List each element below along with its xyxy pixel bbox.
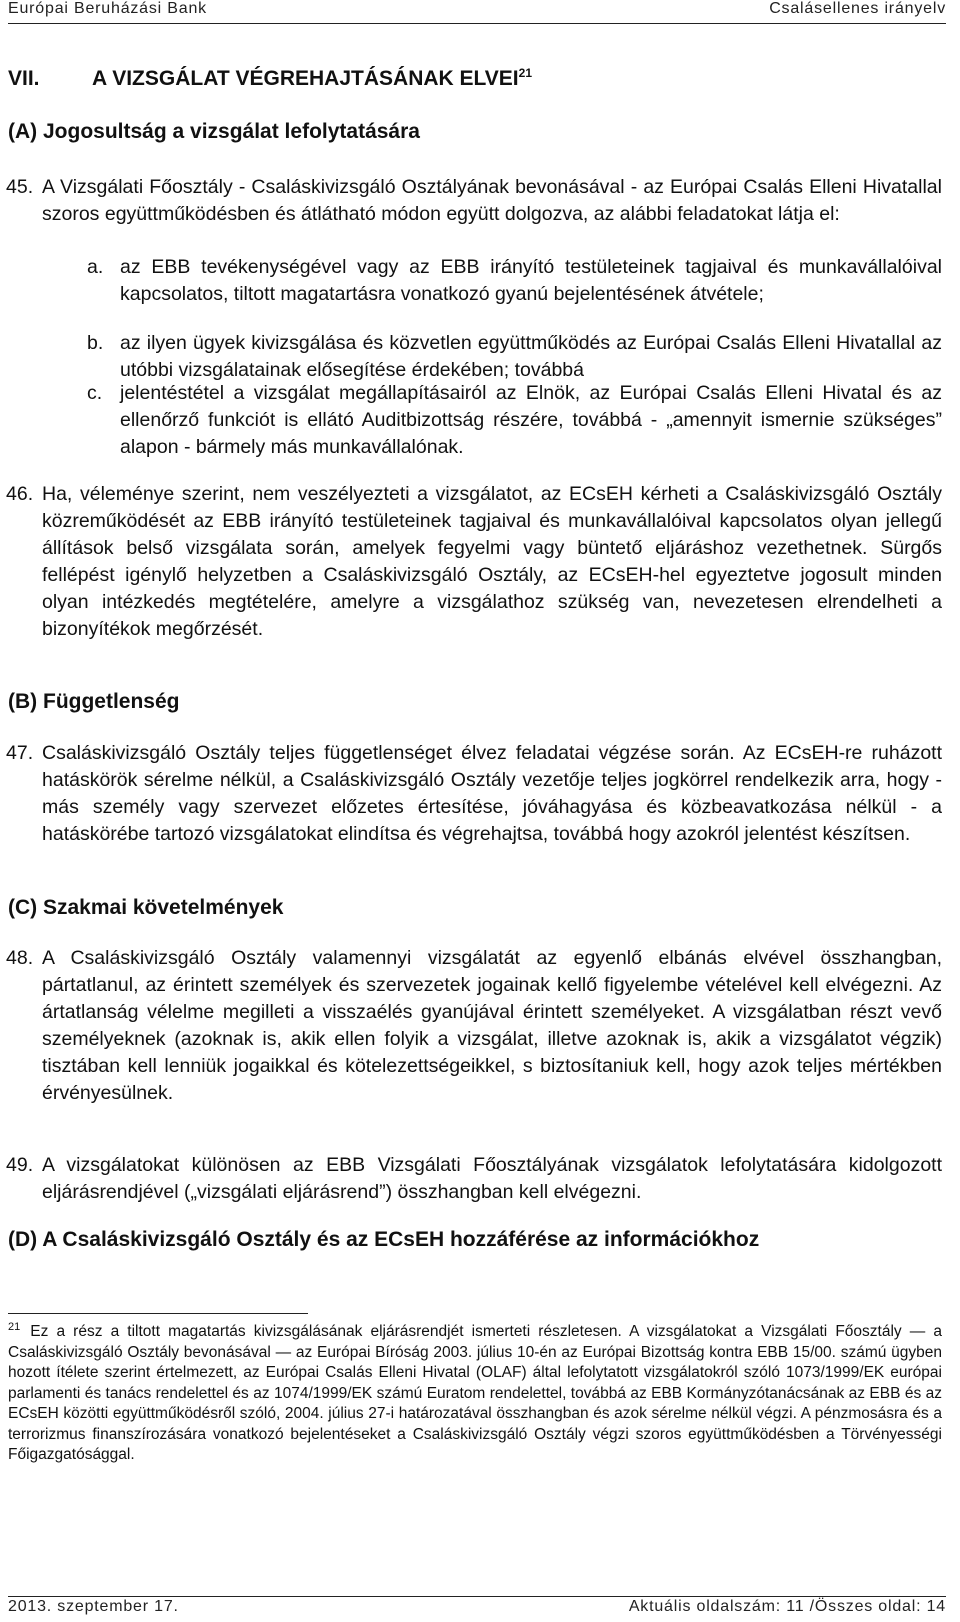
paragraph-46 <box>6 481 942 643</box>
footer-page-number: Aktuális oldalszám: 11 /Összes oldal: 14 <box>628 1598 946 1615</box>
header-left: Európai Beruházási Bank <box>8 0 207 17</box>
list-item-text: jelentéstétel a vizsgálat megállapításairól az Elnök, az Európai Csalás Elleni Hivatal és az ellenőrző funkciót is ellátó Auditbizottság részére, továbbá - „amennyit ismernie szükséges” alapon - bármely más munkavállalónak. <box>120 382 942 458</box>
paragraph-48 <box>6 945 942 1107</box>
footnote-rule <box>8 1313 308 1314</box>
list-item-label: b. <box>87 332 104 354</box>
list-item-c <box>87 380 942 461</box>
paragraph-47 <box>6 740 942 848</box>
section-heading-d: (D) A Csaláskivizsgáló Osztály és az ECsEH hozzáférése az információkhoz <box>8 1228 760 1251</box>
paragraph-text: A Csaláskivizsgáló Osztály valamennyi vizsgálatát az egyenlő elbánás elvével összhangban, pártatlanul, az érintett személyek és szervezetek jogainak kellő figyelembe vételével kell elvégezni. Az ártatlanság vélelme megilleti a visszaélés gyanújával érintett személyeket. A vizsgálatban részt vevő személyeknek (azoknak is, akik ellen folyik a vizsgálat, illetve azoknak is, akik a vizsgálatot végzik) tisztában kell lenniük jogaikkal és kötelezettségeikkel, s biztosítaniuk kell, hogy azok teljes mértékben érvényesülnek. <box>42 947 942 1104</box>
paragraph-number: 47. <box>6 742 34 764</box>
paragraph-number: 49. <box>6 1154 34 1176</box>
header-right: Csalásellenes irányelv <box>769 0 946 17</box>
paragraph-49 <box>6 1152 942 1206</box>
paragraph-text: A vizsgálatokat különösen az EBB Vizsgálati Főosztályának vizsgálatok lefolytatására kidolgozott eljárásrendjével („vizsgálati eljárásrend”) összhangban kell elvégezni. <box>42 1154 942 1203</box>
paragraph-45 <box>6 174 942 228</box>
list-item-b <box>87 330 942 384</box>
chapter-title: A VIZSGÁLAT VÉGREHAJTÁSÁNAK ELVEI <box>92 67 519 90</box>
footnote-text: Ez a rész a tiltott magatartás kivizsgálásának eljárásrendjét ismerteti részletesen. A vizsgálatokat a Vizsgálati Főosztály — a Csaláskivizsgáló Osztály bevonásával — az Európai Bíróság 2003. július 10-én az Európai Bizottság kontra EBB 15/00. számú ügyben hozott ítélete szerint értelmezett, az Európai Csalás Elleni Hivatal (OLAF) által lefolytatott vizsgálatokról szóló 1073/1999/EK európai parlamenti és tanács rendelettel és az 1074/1999/EK számú Euratom rendelettel, továbbá az EBB Kormányzótanácsának az EBB és az ECsEH közötti együttműködésről szóló, 2004. július 27-i határozatával összhangban és azok sérelme nélkül végzi. A pénzmosásra és a terrorizmus finanszírozására vonatkozó bejelentéseket a Csaláskivizsgáló Osztály végzi szoros együttműködésben a Törvényességi Főigazgatósággal. <box>8 1323 942 1464</box>
chapter-footnote-ref: 21 <box>518 66 533 80</box>
footnote <box>8 1317 942 1466</box>
section-heading-a: (A) Jogosultság a vizsgálat lefolytatására <box>8 120 420 143</box>
chapter-heading <box>8 66 532 91</box>
list-item-text: az EBB tevékenységével vagy az EBB irányító testületeinek tagjaival és munkavállalóival kapcsolatos, tiltott magatartásra vonatkozó gyanú bejelentésének átvétele; <box>120 256 942 305</box>
footer-rule <box>8 1596 946 1597</box>
list-item-a <box>87 254 942 308</box>
list-item-label: c. <box>87 382 103 404</box>
paragraph-number: 46. <box>6 483 34 505</box>
section-heading-b: (B) Függetlenség <box>8 690 180 713</box>
paragraph-number: 45. <box>6 176 34 198</box>
chapter-number: VII. <box>8 67 40 90</box>
footnote-mark: 21 <box>8 1321 21 1333</box>
list-item-label: a. <box>87 256 104 278</box>
header-rule <box>8 23 946 24</box>
section-heading-c: (C) Szakmai követelmények <box>8 896 284 919</box>
paragraph-text: A Vizsgálati Főosztály - Csaláskivizsgáló Osztályának bevonásával - az Európai Csalás Elleni Hivatallal szoros együttműködésben és átlátható módon együtt dolgozva, az alábbi feladatokat látja el: <box>42 176 942 225</box>
paragraph-number: 48. <box>6 947 34 969</box>
paragraph-text: Ha, véleménye szerint, nem veszélyezteti a vizsgálatot, az ECsEH kérheti a Csaláskivizsgáló Osztály közreműködését az EBB irányító testületeinek tagjaival és munkavállalóival kapcsolatos olyan jellegű állítások belső vizsgálata során, amelyek fegyelmi vagy büntető eljáráshoz vezethetnek. Sürgős fellépést igénylő helyzetben a Csaláskivizsgáló Osztály, az ECsEH-hel egyeztetve jogosult minden olyan intézkedés megtételére, amelyre a vizsgálathoz szükség van, nevezetesen elrendelheti a bizonyítékok megőrzését. <box>42 483 942 640</box>
list-item-text: az ilyen ügyek kivizsgálása és közvetlen együttműködés az Európai Csalás Elleni Hivatallal az utóbbi vizsgálatainak elősegítése érdekében; továbbá <box>120 332 942 381</box>
paragraph-text: Csaláskivizsgáló Osztály teljes függetlenséget élvez feladatai végzése során. Az ECsEH-re ruházott hatáskörök sérelme nélkül, a Csaláskivizsgáló Osztály vezetője teljes jogkörrel rendelkezik arra, hogy - más személy vagy szervezet előzetes értesítése, jóváhagyása és közbeavatkozása nélkül - a hatáskörébe tartozó vizsgálatokat elindítsa és végrehajtsa, továbbá hogy azokról jelentést készítsen. <box>42 742 942 845</box>
page-header <box>0 0 960 22</box>
footer-date: 2013. szeptember 17. <box>8 1598 179 1615</box>
